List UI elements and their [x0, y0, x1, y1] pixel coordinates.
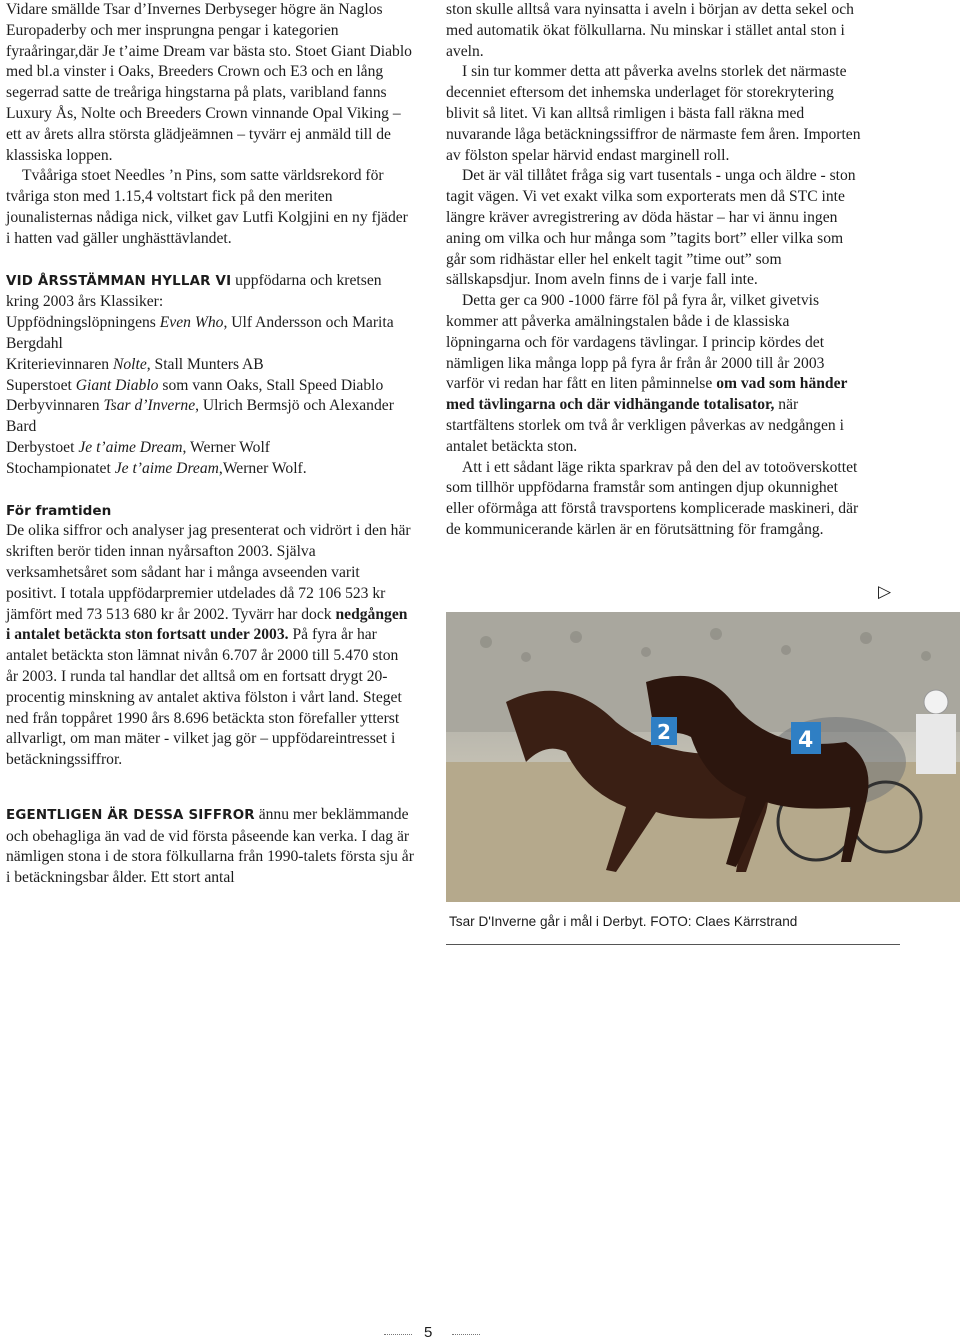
rp4-text-a: Detta ger ca 900 -1000 färre föl på fyra år, vilket givetvis kommer att påverka amälningstalen både i de klassiska löpningarna och för vardagens tävlingar. I princip kördes det nämligen lika många lopp på fyra år från år 2000 till år 2003 varför vi redan har fått en liten påminnelse — [446, 292, 825, 393]
klassiker-it: Tsar d’Inverne — [103, 397, 196, 415]
klassiker-list-item — [6, 376, 414, 397]
left-paragraph-4 — [6, 805, 414, 889]
klassiker-intro — [6, 271, 414, 314]
left-paragraph-2: Tvååriga stoet Needles ’n Pins, som satte världsrekord för tvåriga ston med 1.15,4 voltstart fick på den meriten jounalisternas nådiga nick, vilket gav Lutfi Kolgjini en ny fjäder i hatten vad gäller unghästtävlandet. — [6, 167, 408, 247]
klassiker-post: , Ulrich Bermsjö och Alexander Bard — [6, 397, 394, 436]
footer-dots-left — [384, 1334, 412, 1335]
klassiker-pre: Kriterievinnaren — [6, 355, 113, 373]
right-paragraph-2: I sin tur kommer detta att påverka avelns storlek det närmaste decenniet eftersom det inhemska underlaget för storekrytering blivit så litet. Vi kan alltså rimligen i bästa fall räkna med nuvarande låga betäckningssiffror de närmaste fem åren. Importen av fölston spelar härvid endast marginell roll. — [446, 63, 861, 164]
klassiker-post: ,Werner Wolf. — [218, 459, 307, 477]
klassiker-pre: Uppfödningslöpningens — [6, 314, 160, 332]
bib-right-number: 4 — [798, 728, 814, 753]
p3-bold: nedgången i antalet betäckta ston fortsatt under 2003. — [6, 605, 408, 644]
photo-caption: Tsar D'Inverne går i mål i Derbyt. FOTO: Claes Kärrstrand — [449, 914, 798, 929]
klassiker-it: Je t’aime Dream — [114, 459, 219, 477]
klassiker-pre: Derbyvinnaren — [6, 397, 104, 415]
right-paragraph-4 — [446, 291, 866, 457]
rp4-bold: om vad som händer med tävlingarna och där vidhängande totalisator, — [446, 375, 848, 414]
race-photo — [446, 612, 960, 902]
klassiker-post: , Stall Munters AB — [146, 355, 264, 373]
footer-dots-right — [452, 1334, 480, 1335]
klassiker-intro-text: uppfödarna och kretsen kring 2003 års Klassiker: — [6, 271, 382, 311]
klassiker-pre: Derbystoet — [6, 438, 79, 456]
klassiker-pre: Stochampionatet — [6, 459, 115, 477]
p4-text: ännu mer beklämmande och obehagliga än vad de vid första påseende kan verka. I dag är nämligen stona i de stora fölkullarna från 1990-talets första sju år i betäckningsbar ålder. Ett stort antal — [6, 805, 414, 887]
section-lead-arsstamman: VID ÅRSSTÄMMAN HYLLAR VI — [6, 273, 232, 289]
right-paragraph-1: ston skulle alltså vara nyinsatta i aveln i början av detta sekel och med automatik ökat fölkullarna. Nu minskar i stället antal ston i aveln. — [446, 1, 854, 60]
caption-rule — [446, 944, 900, 945]
klassiker-list-item — [6, 438, 414, 459]
rp4-text-c: när startfältens storlek om två år verkligen påverkas av nedgången i antalet betäckta ston. — [446, 396, 844, 455]
page-footer — [384, 1324, 504, 1344]
klassiker-post: som vann Oaks, Stall Speed Diablo — [158, 376, 384, 394]
klassiker-post: , Werner Wolf — [182, 438, 270, 456]
klassiker-pre: Superstoet — [6, 376, 76, 394]
section-lead-egentligen: EGENTLIGEN ÄR DESSA SIFFROR — [6, 807, 255, 823]
klassiker-post: , Ulf Andersson och Marita Bergdahl — [6, 314, 394, 352]
right-paragraph-5: Att i ett sådant läge rikta sparkrav på den del av totoöverskottet som tillhör uppfödarna framstår som antingen djup okunnighet eller oförmåga att förstå travsportens komplicerade maskineri, där de kommunicerande kärlen är en förutsättning för framgång. — [446, 458, 859, 538]
heading-for-framtiden: För framtiden — [6, 502, 112, 519]
bib-left-number: 2 — [657, 720, 671, 744]
klassiker-list-item — [6, 459, 414, 480]
p3-text-c: På fyra år har antalet betäckta ston lämnat nivån 6.707 år 2000 till 5.470 ston år 2003. I runda tal handlar det alltså om en fortsatt drygt 20-procentig minskning av antalet aktiva fölston i vårt land. Steget ned från toppåret 1990 års 8.696 betäckta ston förefaller ytterst allvarligt, om man mäter - vilket jag gör – uppfödareintresset i betäckningssiffror. — [6, 626, 402, 769]
p3-text-a: De olika siffror och analyser jag presenterat och vidrört i den här skriften berör tiden innan nyårsafton 2003. Själva verksamhetsåret som sådant har i många avseenden varit positivt. I totala uppfödarpremier utdelades då 72 106 523 kr jämfört med 73 513 680 kr år 2002. Tyvärr har dock — [6, 522, 411, 623]
klassiker-list-item — [6, 355, 414, 376]
klassiker-it: Je t’aime Dream — [78, 438, 183, 456]
page-number: 5 — [424, 1324, 433, 1341]
right-paragraph-3: Det är väl tillåtet fråga sig vart tusentals - unga och äldre - ston tagit vägen. Vi vet exakt vilka som exporterats men då STC inte längre kräver avregistrering av döda hästar – har vi ännu ingen aning om vilka och hur många som ”tagits bort” eller vilka som går som ridhästar eller hel enkelt tagit ”time out” som sällskapsdjur. Inom aveln finns de i varje fall inte. — [446, 167, 856, 289]
klassiker-it: Giant Diablo — [75, 376, 159, 394]
klassiker-list — [6, 313, 414, 479]
left-paragraph-3 — [6, 521, 414, 771]
klassiker-list-item — [6, 396, 414, 438]
continue-arrow-icon: ▷ — [878, 582, 892, 602]
left-column — [6, 0, 414, 889]
klassiker-it: Even Who — [159, 314, 224, 332]
race-photo-illustration — [446, 612, 960, 902]
right-column — [446, 0, 866, 541]
left-paragraph-1: Vidare smällde Tsar d’Invernes Derbyseger högre än Naglos Europaderby och mer insprungna pengar i kategorien fyraåringar,där Je t’aime Dream var bästa sto. Stoet Giant Diablo med bl.a vinster i Oaks, Breeders Crown och E3 och en lång segerrad satte de treåriga hingstarna på plats, varibland fanns Luxury Ås, Nolte och Breeders Crown vinnande Opal Viking – ett av årets allra största glädjeämnen – tyvärr ej anmäld till de klassiska loppen. — [6, 1, 412, 164]
klassiker-list-item — [6, 313, 414, 355]
klassiker-it: Nolte — [112, 355, 147, 373]
